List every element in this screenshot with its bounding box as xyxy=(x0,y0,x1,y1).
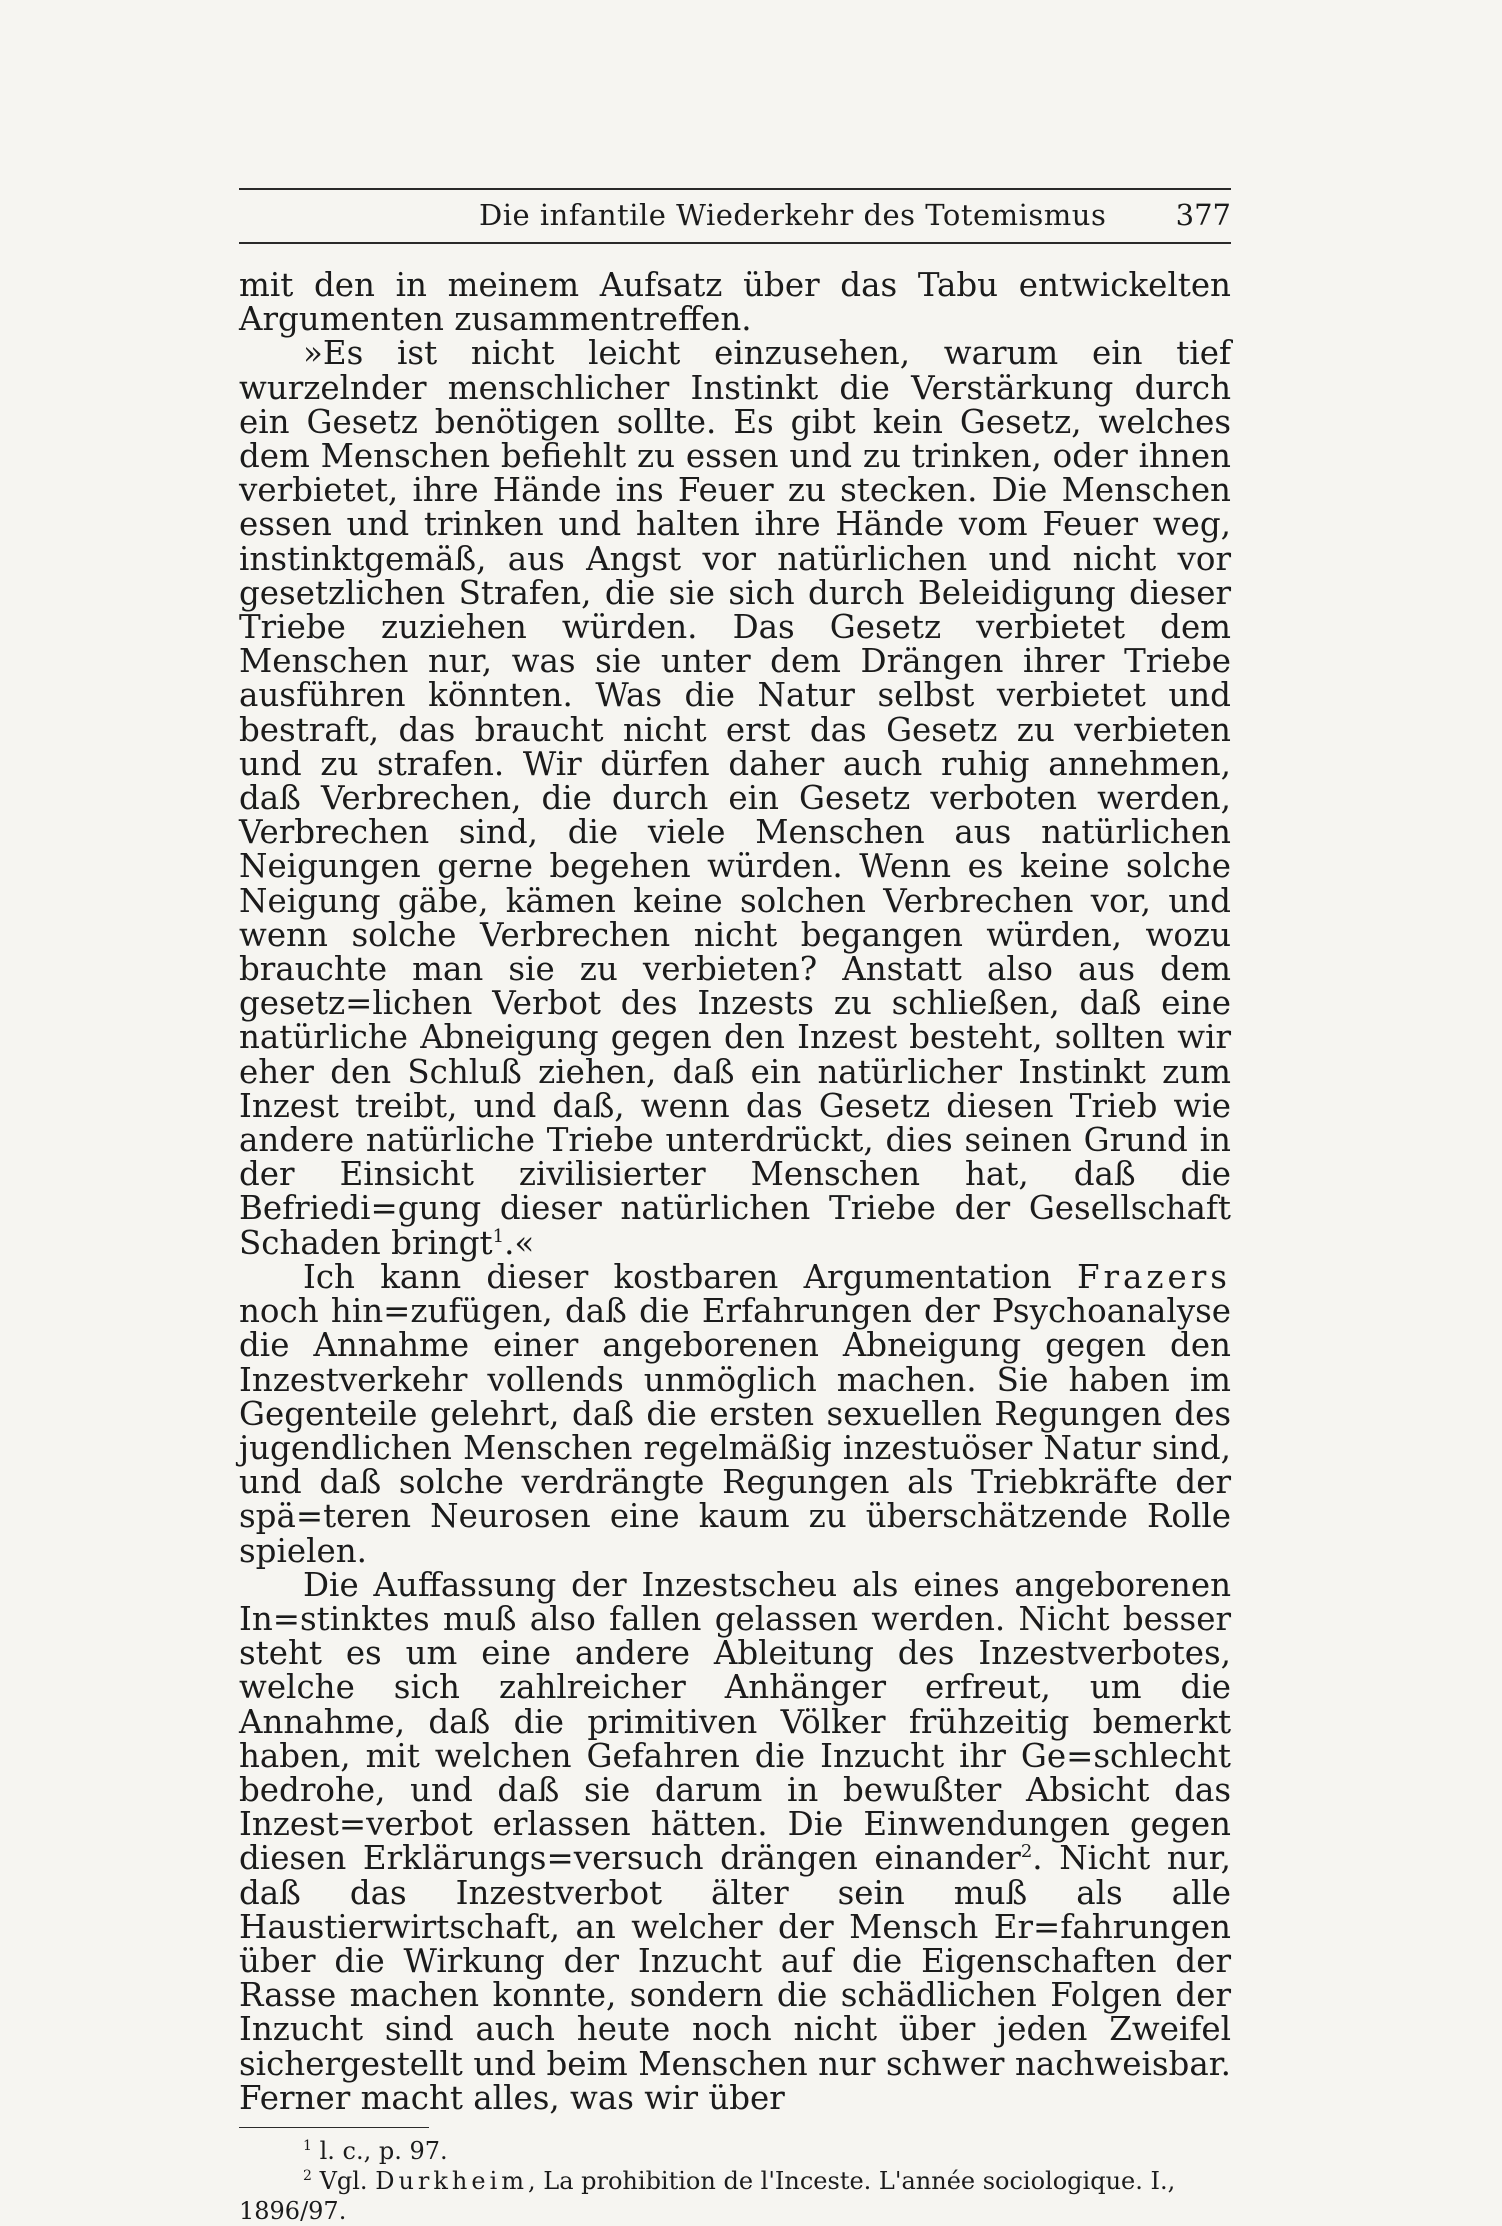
body-text xyxy=(239,268,1231,2115)
footnote-1-text: l. c., p. 97. xyxy=(319,2136,448,2165)
running-title: Die infantile Wiederkehr des Totemismus xyxy=(479,198,1107,232)
paragraph-4 xyxy=(239,1565,1231,2117)
footnote-2-start: Vgl. xyxy=(319,2166,368,2195)
book-page xyxy=(239,188,1231,2226)
footnote-ref-1: 1 xyxy=(492,1225,505,1247)
footnote-1 xyxy=(239,2136,1231,2166)
author-name-frazer: Frazers xyxy=(1076,1257,1231,1296)
quote-closing: .« xyxy=(504,1223,535,1262)
page-number: 377 xyxy=(1175,198,1231,232)
paragraph-3 xyxy=(239,1257,1231,1570)
paragraph-1: mit den in meinem Aufsatz über das Tabu entwickelten Argumenten zusammentreffen. xyxy=(239,266,1231,339)
paragraph-4-rest: . Nicht nur, daß das Inzestverbot älter sein muß als alle Haustierwirtschaft, an welcher der Mensch Er=fahrungen über die Wirkung der Inzucht auf die Eigenschaften der Rasse machen konnte, sondern die schädlichen Folgen der Inzucht sind auch heute noch nicht über jeden Zweifel sichergestellt und beim Menschen nur schwer nachweisbar. Ferner macht alles, was wir über xyxy=(239,1839,1231,2117)
footnote-ref-2: 2 xyxy=(1020,1841,1033,1863)
header-bottom-rule xyxy=(239,242,1231,244)
paragraph-3-rest: noch hin=zufügen, daß die Erfahrungen der Psychoanalyse die Annahme einer angeborenen Abneigung gegen den Inzestverkehr vollends unmöglich machen. Sie haben im Gegenteile gelehrt, daß die ersten sexuellen Regungen des jugendlichen Menschen regelmäßig inzestuöser Natur sind, und daß solche verdrängte Regungen als Triebkräfte der spä=teren Neurosen eine kaum zu überschätzende Rolle spielen. xyxy=(239,1292,1231,1570)
paragraph-4-start: Die Auffassung der Inzestscheu als eines angeborenen In=stinktes muß also fallen gelassen werden. Nicht besser steht es um eine andere Ableitung des Inzestverbotes, welche sich zahlreicher Anhänger erfreut, um die Annahme, daß die primitiven Völker frühzeitig bemerkt haben, mit welchen Gefahren die Inzucht ihr Ge=schlecht bedrohe, und daß sie darum in bewußter Absicht das Inzest=verbot erlassen hätten. Die Einwendungen gegen diesen Erklärungs=versuch drängen einander xyxy=(239,1565,1231,1878)
footnotes xyxy=(239,2136,1231,2226)
footnote-rule xyxy=(239,2127,429,2128)
paragraph-2-quote xyxy=(239,334,1231,1262)
paragraph-3-start: Ich kann dieser kostbaren Argumentation xyxy=(303,1257,1052,1296)
footnote-marker-2: 2 xyxy=(303,2167,312,2184)
footnote-2-rest: , La prohibition de l'Inceste. L'année sociologique. I., 1896/97. xyxy=(239,2166,1176,2225)
quote-text: »Es ist nicht leicht einzusehen, warum ein tief wurzelnder menschlicher Instinkt die Verstärkung durch ein Gesetz benötigen sollte. Es gibt kein Gesetz, welches dem Menschen befiehlt zu essen und zu trinken, oder ihnen verbietet, ihre Hände ins Feuer zu stecken. Die Menschen essen und trinken und halten ihre Hände vom Feuer weg, instinktgemäß, aus Angst vor natürlichen und nicht vor gesetzlichen Strafen, die sie sich durch Beleidigung dieser Triebe zuziehen würden. Das Gesetz verbietet dem Menschen nur, was sie unter dem Drängen ihrer Triebe ausführen könnten. Was die Natur selbst verbietet und bestraft, das braucht nicht erst das Gesetz zu verbieten und zu strafen. Wir dürfen daher auch ruhig annehmen, daß Verbrechen, die durch ein Gesetz verboten werden, Verbrechen sind, die viele Menschen aus natürlichen Neigungen gerne begehen würden. Wenn es keine solche Neigung gäbe, kämen keine solchen Verbrechen vor, und wenn solche Verbrechen nicht begangen würden, wozu brauchte man sie zu verbieten? Anstatt also aus dem gesetz=lichen Verbot des Inzests zu schließen, daß eine natürliche Abneigung gegen den Inzest besteht, sollten wir eher den Schluß ziehen, daß ein natürlicher Instinkt zum Inzest treibt, und daß, wenn das Gesetz diesen Trieb wie andere natürliche Triebe unterdrückt, dies seinen Grund in der Einsicht zivilisierter Menschen hat, daß die Befriedi=gung dieser natürlichen Triebe der Gesellschaft Schaden bringt xyxy=(239,334,1231,1262)
running-header xyxy=(239,190,1231,242)
author-name-durkheim: Durkheim xyxy=(375,2166,529,2195)
footnote-2 xyxy=(239,2166,1231,2226)
footnote-marker-1: 1 xyxy=(303,2137,312,2154)
